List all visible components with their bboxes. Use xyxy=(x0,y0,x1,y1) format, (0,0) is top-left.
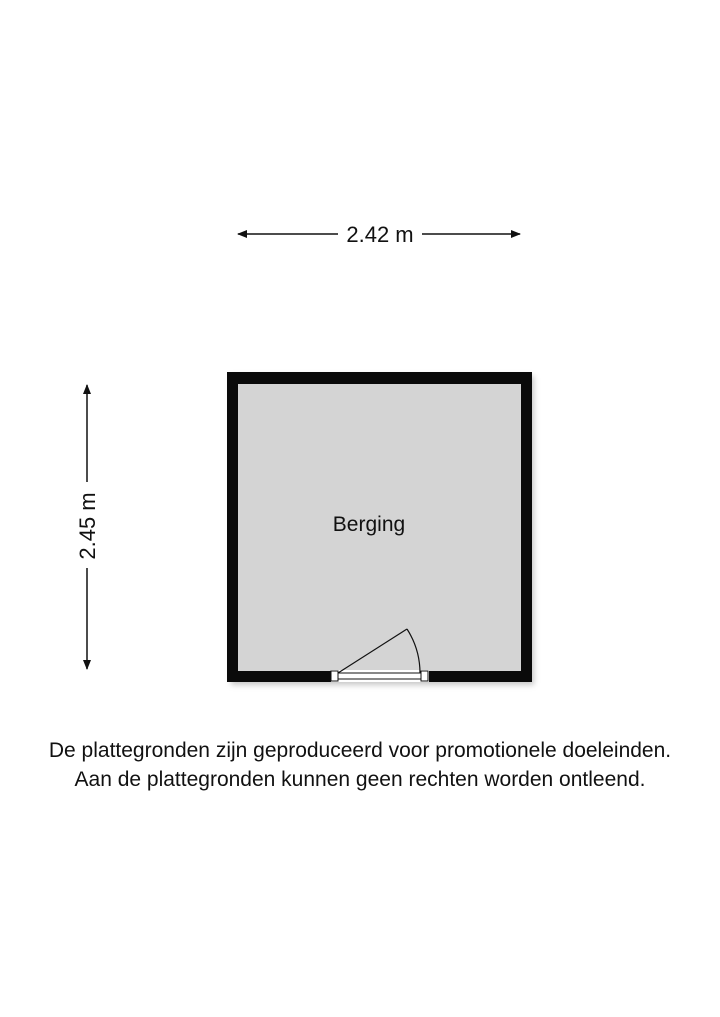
room-label: Berging xyxy=(332,513,406,536)
disclaimer-line-1: De plattegronden zijn geproduceerd voor promotionele doeleinden. xyxy=(48,739,672,762)
disclaimer-line-2: Aan de plattegronden kunnen geen rechten worden ontleend. xyxy=(74,768,646,791)
height-dimension xyxy=(75,385,100,669)
width-label: 2.42 m xyxy=(346,222,414,247)
height-label: 2.45 m xyxy=(75,492,100,560)
door-opening xyxy=(331,670,429,682)
disclaimer xyxy=(0,736,720,794)
width-dimension xyxy=(238,222,520,247)
room-berging xyxy=(227,372,534,685)
door-jamb-left xyxy=(331,671,338,681)
door-jamb-right xyxy=(421,671,428,681)
